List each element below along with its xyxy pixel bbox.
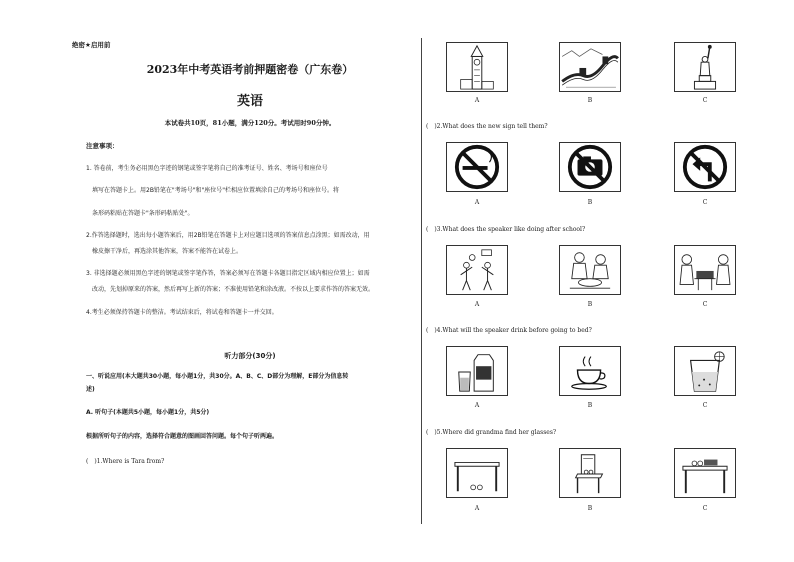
- option-image: [446, 142, 508, 192]
- big-ben-icon: [447, 43, 507, 91]
- option-image: [674, 245, 736, 295]
- option-image: [674, 142, 736, 192]
- exam-info: 本试卷共10页，81小题，满分120分。考试用时90分钟。: [164, 119, 336, 127]
- option-label: C: [702, 402, 708, 409]
- no-smoking-sign-icon: [447, 143, 507, 191]
- section-heading: 述): [86, 386, 95, 393]
- instruction: 根据所听句子的内容，选择符合题意的图画回答问题。每个句子听两遍。: [86, 433, 279, 440]
- option-image: [559, 245, 621, 295]
- glasses-on-table-icon: [675, 449, 735, 497]
- notice-line: 4.考生必须保持答题卡的整洁。考试结束后，将试卷和答题卡一并交回。: [86, 309, 278, 316]
- option-image: [674, 346, 736, 396]
- no-photography-sign-icon: [560, 143, 620, 191]
- playing-basketball-icon: [447, 246, 507, 294]
- playing-chess-icon: [675, 246, 735, 294]
- question-5: ( )5.Where did grandma find her glasses?: [426, 429, 557, 436]
- column-divider: [421, 38, 422, 524]
- milk-icon: [447, 347, 507, 395]
- option-label: A: [474, 505, 480, 512]
- listening-part-title: 听力部分(30分): [224, 352, 276, 360]
- option-label: C: [702, 199, 708, 206]
- exam-title: 2023年中考英语考前押题密卷（广东卷）: [146, 63, 354, 76]
- notice-line: 2.作答选择题时，选出每小题答案后，用2B铅笔在答题卡上对应题目选项的答案信息点涂黑；如需改动，用: [86, 232, 370, 239]
- question-3: ( )3.What does the speaker like doing after school?: [426, 226, 586, 233]
- option-label: A: [474, 97, 480, 104]
- option-image: [446, 245, 508, 295]
- notice-line: 填写在答题卡上。用2B铅笔在"考场号"和"座位号"栏相应位置填涂自己的考场号和座位号。将: [92, 187, 339, 194]
- lemon-water-icon: [675, 347, 735, 395]
- notice-line: 3. 非选择题必须用黑色字迹的钢笔或签字笔作答，答案必须写在答题卡各题目指定区域内相应位置上；如需: [86, 270, 370, 277]
- glasses-on-chair-icon: [560, 449, 620, 497]
- option-image: [559, 448, 621, 498]
- option-label: B: [587, 402, 593, 409]
- option-label: B: [587, 301, 593, 308]
- option-image: [674, 42, 736, 92]
- sub-section-a: A. 听句子(本题共5小题，每小题1分，共5分): [86, 409, 210, 416]
- subject-title: 英语: [236, 94, 263, 109]
- cooking-icon: [560, 246, 620, 294]
- option-image: [446, 42, 508, 92]
- section-heading: 一、听说应用(本大题共30小题，每小题1分，共30分。A、B、C、D部分为理解，E部分为信息转: [86, 373, 349, 380]
- notice-line: 改动，先划掉原来的答案，然后再写上新的答案；不准使用铅笔和涂改液。不按以上要求作答的答案无效。: [92, 286, 375, 293]
- option-label: A: [474, 301, 480, 308]
- option-image: [674, 448, 736, 498]
- option-image: [559, 142, 621, 192]
- option-image: [559, 42, 621, 92]
- coffee-icon: [560, 347, 620, 395]
- question-2: ( )2.What does the new sign tell them?: [426, 123, 548, 130]
- option-image: [446, 346, 508, 396]
- option-label: C: [702, 505, 708, 512]
- notice-line: 橡皮擦干净后，再选涂其他答案，答案不能答在试卷上。: [92, 248, 243, 255]
- option-label: A: [474, 199, 480, 206]
- option-label: C: [702, 97, 708, 104]
- notice-line: 条形码粘贴在答题卡"条形码粘贴处"。: [92, 210, 194, 217]
- no-left-turn-sign-icon: [675, 143, 735, 191]
- option-label: B: [587, 505, 593, 512]
- great-wall-icon: [560, 43, 620, 91]
- option-label: B: [587, 97, 593, 104]
- question-1: ( )1.Where is Tara from?: [86, 458, 165, 465]
- glasses-under-table-icon: [447, 449, 507, 497]
- secret-mark: 绝密★启用前: [72, 41, 111, 49]
- option-image: [446, 448, 508, 498]
- option-label: C: [702, 301, 708, 308]
- option-image: [559, 346, 621, 396]
- option-label: A: [474, 402, 480, 409]
- question-4: ( )4.What will the speaker drink before going to bed?: [426, 327, 592, 334]
- statue-of-liberty-icon: [675, 43, 735, 91]
- option-label: B: [587, 199, 593, 206]
- notice-line: 1. 答卷前，考生务必用黑色字迹的钢笔或签字笔将自己的准考证号、姓名、考场号和座位号: [86, 165, 328, 172]
- notice-heading: 注意事项：: [86, 142, 119, 150]
